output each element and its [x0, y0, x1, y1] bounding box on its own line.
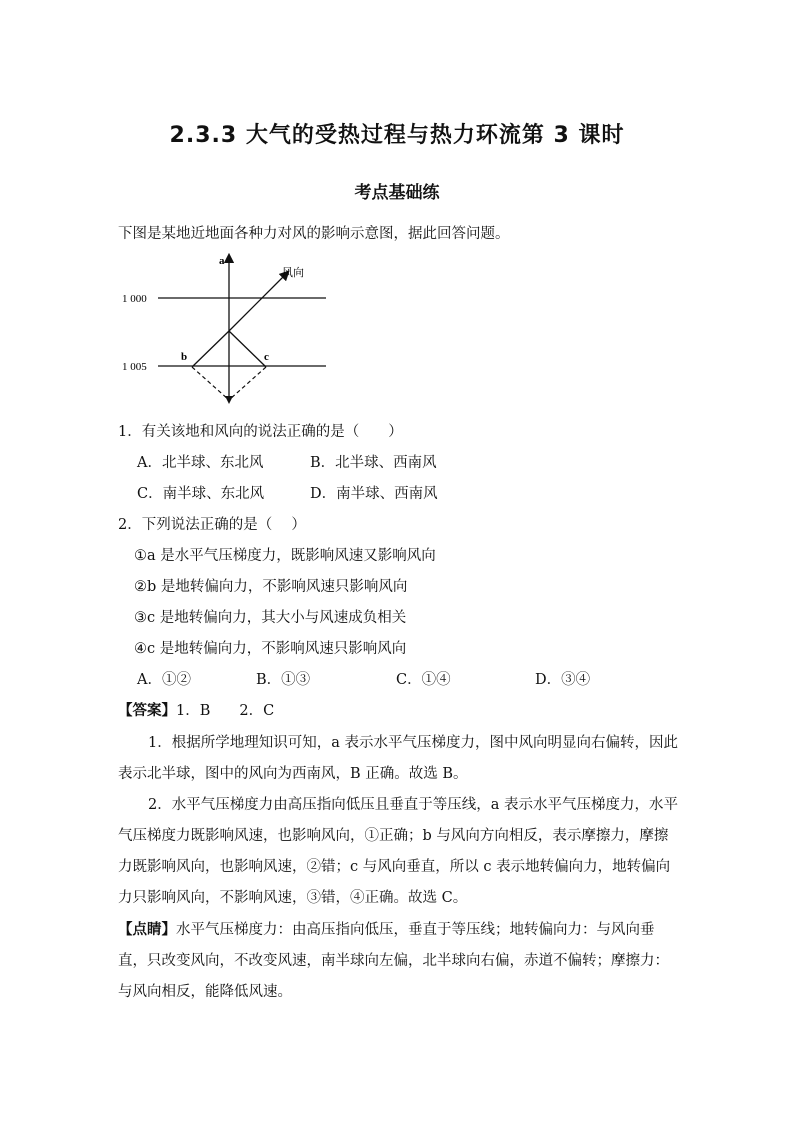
isobar-label-1005: 1 005 — [122, 361, 147, 373]
q2-statement-1: ①a 是水平气压梯度力，既影响风速又影响风向 — [134, 548, 436, 564]
key-point — [118, 914, 678, 1008]
q2-statement-2: ②b 是地转偏向力，不影响风速只影响风向 — [134, 579, 408, 595]
answer-tag: 【答案】 — [118, 702, 176, 719]
explanation-1: 1．根据所学地理知识可知，a 表示水平气压梯度力，图中风向明显向右偏转，因此表示北半球，图中的风向为西南风，B 正确。故选 B。 — [118, 735, 678, 782]
dashed-left — [192, 367, 229, 400]
answer-line — [118, 699, 274, 720]
explanation-2: 2．水平气压梯度力由高压指向低压且垂直于等压线，a 表示水平气压梯度力，水平气压梯度力既影响风速，也影响风向，①正确；b 与风向方向相反，表示摩擦力，摩擦力既影响风向，也影响风速，②错；c 与风向垂直，所以 c 表示地转偏向力，地转偏向力只影响风向，不影响风速，③错，④正确。故选 C。 — [118, 797, 678, 906]
force-c-line — [229, 331, 266, 367]
label-wind: 风向 — [282, 267, 304, 279]
q2-statement-4: ④c 是地转偏向力，不影响风速只影响风向 — [134, 641, 407, 657]
q2-stem: 2．下列说法正确的是（ ） — [118, 517, 306, 533]
q2-option-b: B．①③ — [256, 672, 311, 688]
arrow-down-head — [225, 396, 233, 404]
q2-option-d: D．③④ — [535, 672, 591, 688]
page-title: 2.3.3 大气的受热过程与热力环流第 3 课时 — [169, 123, 625, 148]
q1-stem: 1．有关该地和风向的说法正确的是（ ） — [118, 424, 403, 440]
wind-force-diagram — [118, 250, 338, 410]
wind-direction-arrow — [229, 274, 286, 331]
section-subtitle: 考点基础练 — [354, 183, 440, 203]
intro-text: 下图是某地近地面各种力对风的影响示意图，据此回答问题。 — [118, 226, 510, 242]
label-a: a — [219, 255, 225, 267]
force-b-line — [192, 331, 229, 367]
q2-option-a: A．①② — [137, 672, 191, 688]
dashed-right — [229, 367, 266, 400]
q1-option-d: D．南半球、西南风 — [310, 486, 438, 502]
key-point-tag: 【点睛】 — [118, 921, 176, 938]
q2-statement-3: ③c 是地转偏向力，其大小与风速成负相关 — [134, 610, 407, 626]
isobar-label-1000: 1 000 — [122, 293, 147, 305]
q1-option-b: B．北半球、西南风 — [310, 455, 437, 471]
label-c: c — [264, 351, 269, 363]
q1-option-c: C．南半球、东北风 — [137, 486, 265, 502]
q2-option-c: C．①④ — [396, 672, 451, 688]
answer-text: 1．B 2．C — [176, 703, 275, 719]
key-point-text: 水平气压梯度力：由高压指向低压，垂直于等压线；地转偏向力：与风向垂直，只改变风向，不改变风速，南半球向左偏，北半球向右偏，赤道不偏转；摩擦力：与风向相反，能降低风速。 — [118, 922, 669, 1000]
label-b: b — [181, 351, 188, 363]
q1-option-a: A．北半球、东北风 — [137, 455, 264, 471]
